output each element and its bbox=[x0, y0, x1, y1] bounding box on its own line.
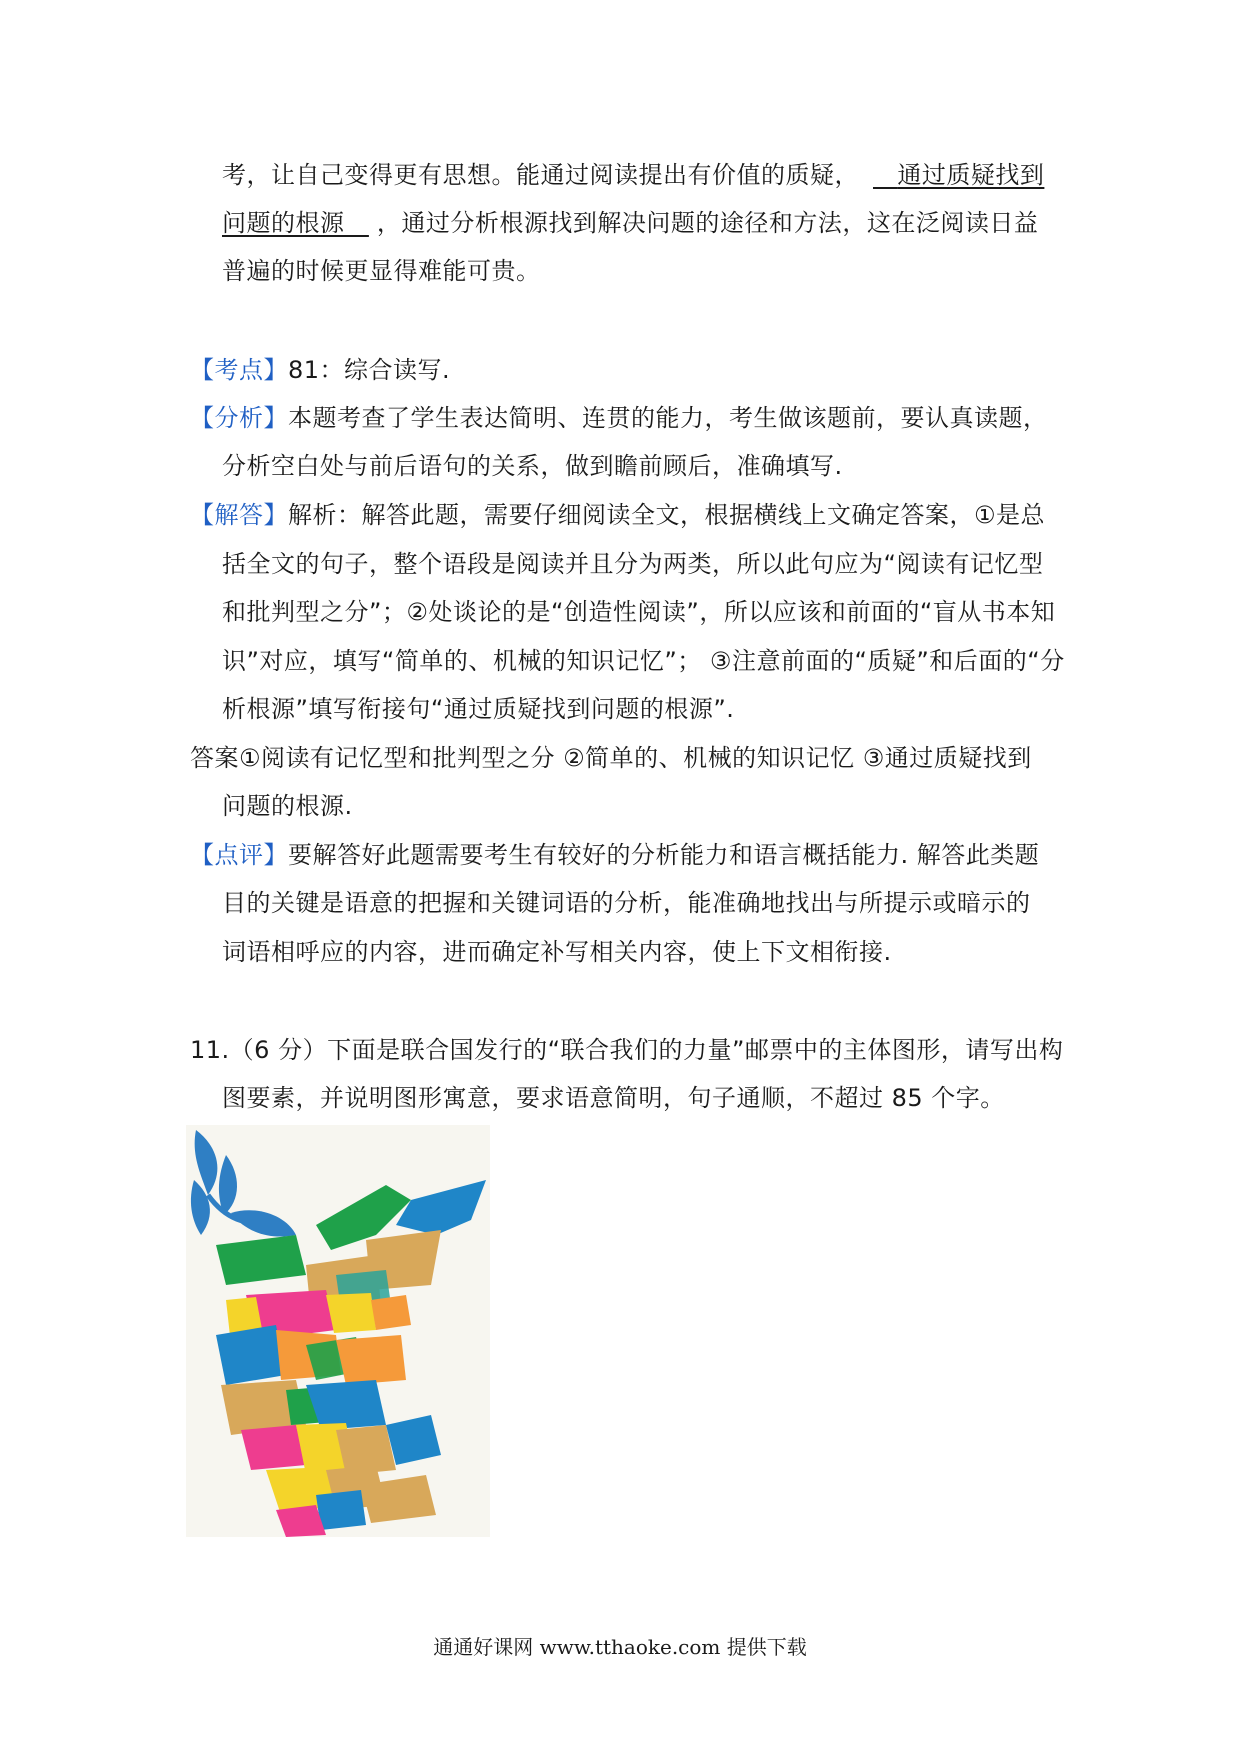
fenxi-line-2: 分析空白处与前后语句的关系，做到瞻前顾后，准确填写. bbox=[222, 452, 843, 480]
para-line-1-text: 考，让自己变得更有思想。能通过阅读提出有价值的质疑， bbox=[222, 161, 859, 189]
answer-underlined-2: 问题的根源 bbox=[222, 209, 345, 237]
jieda-line-3: 和批判型之分”；②处谈论的是“创造性阅读”，所以应该和前面的“盲从书本知 bbox=[222, 598, 1056, 626]
jieda-text-1: 解析：解答此题，需要仔细阅读全文，根据横线上文确定答案，①是总 bbox=[288, 501, 1046, 529]
jieda-tag: 【解答】 bbox=[190, 501, 288, 529]
un-stamp-image bbox=[186, 1125, 490, 1537]
dianping-line-3: 词语相呼应的内容，进而确定补写相关内容，使上下文相衔接. bbox=[222, 938, 892, 966]
answer-line-2: 问题的根源. bbox=[222, 792, 353, 820]
para-line-3: 普遍的时候更显得难能可贵。 bbox=[222, 257, 541, 285]
jieda-line-1 bbox=[190, 500, 1045, 530]
fenxi-tag: 【分析】 bbox=[190, 404, 288, 432]
dianping-text-1: 要解答好此题需要考生有较好的分析能力和语言概括能力. 解答此类题 bbox=[288, 841, 1040, 869]
para-line-2 bbox=[222, 208, 1038, 238]
kaodian-tag: 【考点】 bbox=[190, 356, 288, 384]
answer-underlined-1: 通过质疑找到 bbox=[897, 161, 1045, 189]
jieda-line-2: 括全文的句子，整个语段是阅读并且分为两类，所以此句应为“阅读有记忆型 bbox=[222, 550, 1044, 578]
jieda-line-5: 析根源”填写衔接句“通过质疑找到问题的根源”. bbox=[222, 695, 735, 723]
answer-line-1: 答案①阅读有记忆型和批判型之分 ②简单的、机械的知识记忆 ③通过质疑找到 bbox=[190, 744, 1032, 772]
fenxi-line-1 bbox=[190, 403, 1048, 433]
dianping-tag: 【点评】 bbox=[190, 841, 288, 869]
question-11-line-1: 11.（6 分）下面是联合国发行的“联合我们的力量”邮票中的主体图形，请写出构 bbox=[190, 1036, 1064, 1064]
kaodian-text: 81：综合读写. bbox=[288, 356, 451, 384]
dianping-line-1 bbox=[190, 840, 1039, 870]
question-11-line-2: 图要素，并说明图形寓意，要求语意简明，句子通顺，不超过 85 个字。 bbox=[222, 1084, 1005, 1112]
jieda-line-4: 识”对应，填写“简单的、机械的知识记忆”； ③注意前面的“质疑”和后面的“分 bbox=[222, 647, 1065, 675]
stamp-graphic bbox=[186, 1125, 490, 1537]
page-footer: 通通好课网 www.tthaoke.com 提供下载 bbox=[433, 1635, 807, 1659]
para-line-1 bbox=[222, 160, 1044, 190]
para-line-2-text: ，通过分析根源找到解决问题的途径和方法，这在泛阅读日益 bbox=[376, 209, 1039, 237]
dianping-line-2: 目的关键是语意的把握和关键词语的分析，能准确地找出与所提示或暗示的 bbox=[222, 889, 1031, 917]
fenxi-text-1: 本题考查了学生表达简明、连贯的能力，考生做该题前，要认真读题， bbox=[288, 404, 1048, 432]
kaodian-line bbox=[190, 355, 450, 385]
